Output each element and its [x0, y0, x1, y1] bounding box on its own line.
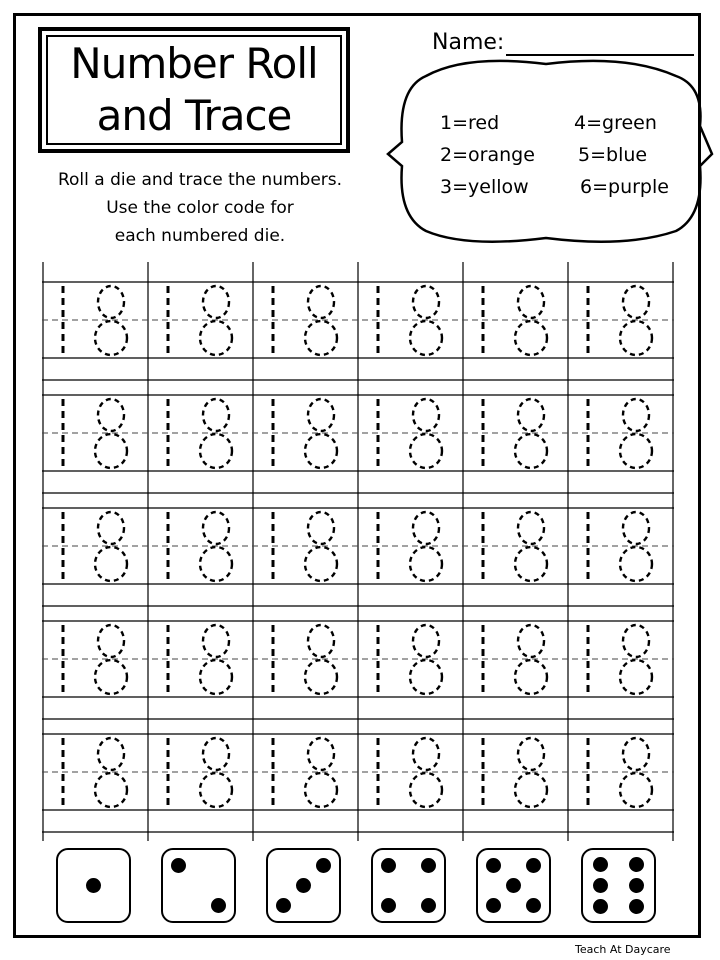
color-code-5: 5=blue	[578, 144, 648, 166]
trace-digit-8-top	[623, 512, 649, 544]
die-pip	[526, 898, 541, 913]
trace-digit-8-top	[308, 738, 334, 770]
die-pip	[86, 878, 101, 893]
trace-digit-8-bottom	[200, 660, 232, 694]
trace-digit-8-bottom	[515, 773, 547, 807]
trace-digit-8-bottom	[95, 660, 127, 694]
name-label: Name:	[432, 30, 505, 55]
trace-digit-8-top	[203, 738, 229, 770]
footer-credit: Teach At Daycare	[575, 943, 671, 956]
trace-digit-8-bottom	[200, 321, 232, 355]
title-line-2: and Trace	[96, 91, 292, 140]
trace-digit-8-bottom	[95, 321, 127, 355]
trace-digit-8-top	[518, 286, 544, 318]
trace-digit-8-bottom	[620, 773, 652, 807]
trace-digit-8-bottom	[410, 660, 442, 694]
trace-digit-8-bottom	[515, 434, 547, 468]
die-pip	[526, 858, 541, 873]
die-face-4	[371, 848, 446, 923]
title-line-1: Number Roll	[70, 39, 318, 88]
color-code-cloud	[386, 56, 716, 248]
trace-digit-8-bottom	[620, 547, 652, 581]
die-pip	[486, 858, 501, 873]
trace-grid-svg	[42, 262, 674, 842]
die-pip	[421, 858, 436, 873]
trace-digit-8-bottom	[305, 660, 337, 694]
color-code-2: 2=orange	[440, 144, 535, 166]
trace-digit-8-top	[203, 286, 229, 318]
die-pip	[486, 898, 501, 913]
trace-grid	[42, 262, 674, 846]
trace-digit-8-bottom	[410, 773, 442, 807]
trace-digit-8-bottom	[515, 321, 547, 355]
trace-digit-8-bottom	[200, 547, 232, 581]
die-face-5	[476, 848, 551, 923]
trace-digit-8-bottom	[200, 773, 232, 807]
trace-digit-8-bottom	[95, 434, 127, 468]
trace-digit-8-top	[203, 512, 229, 544]
trace-digit-8-bottom	[515, 547, 547, 581]
trace-digit-8-bottom	[305, 321, 337, 355]
trace-digit-8-top	[98, 512, 124, 544]
color-code-6: 6=purple	[580, 176, 669, 198]
trace-digit-8-bottom	[200, 434, 232, 468]
die-face-3	[266, 848, 341, 923]
page-title	[70, 38, 317, 142]
trace-digit-8-bottom	[620, 660, 652, 694]
trace-digit-8-top	[308, 625, 334, 657]
color-code-1: 1=red	[440, 112, 500, 134]
die-pip	[316, 858, 331, 873]
die-pip	[593, 878, 608, 893]
title-box	[38, 27, 350, 153]
die-face-2	[161, 848, 236, 923]
trace-digit-8-top	[203, 625, 229, 657]
die-pip	[421, 898, 436, 913]
die-face-1	[56, 848, 131, 923]
trace-digit-8-bottom	[305, 773, 337, 807]
name-field	[432, 26, 694, 56]
trace-digit-8-top	[413, 625, 439, 657]
trace-digit-8-top	[518, 512, 544, 544]
die-pip	[296, 878, 311, 893]
instruction-line-1: Roll a die and trace the numbers.	[57, 170, 343, 190]
trace-digit-8-bottom	[95, 547, 127, 581]
trace-digit-8-top	[413, 399, 439, 431]
trace-digit-8-top	[98, 286, 124, 318]
dice-row	[56, 848, 666, 926]
trace-digit-8-top	[308, 512, 334, 544]
trace-digit-8-top	[623, 399, 649, 431]
trace-digit-8-top	[98, 399, 124, 431]
trace-digit-8-top	[413, 286, 439, 318]
trace-digit-8-bottom	[305, 547, 337, 581]
name-line[interactable]	[506, 32, 694, 56]
trace-digit-8-bottom	[410, 434, 442, 468]
trace-digit-8-top	[518, 399, 544, 431]
die-pip	[171, 858, 186, 873]
trace-digit-8-top	[518, 625, 544, 657]
die-pip	[593, 857, 608, 872]
die-pip	[276, 898, 291, 913]
trace-digit-8-top	[413, 738, 439, 770]
trace-digit-8-top	[308, 286, 334, 318]
die-pip	[506, 878, 521, 893]
trace-digit-8-bottom	[410, 321, 442, 355]
trace-digit-8-top	[203, 399, 229, 431]
trace-digit-8-top	[98, 625, 124, 657]
instruction-line-3: each numbered die.	[114, 226, 286, 246]
trace-digit-8-top	[518, 738, 544, 770]
trace-digit-8-bottom	[305, 434, 337, 468]
trace-digit-8-top	[413, 512, 439, 544]
trace-digit-8-top	[623, 286, 649, 318]
die-pip	[381, 858, 396, 873]
die-pip	[381, 898, 396, 913]
trace-digit-8-bottom	[620, 434, 652, 468]
trace-digit-8-top	[98, 738, 124, 770]
die-pip	[629, 899, 644, 914]
die-pip	[211, 898, 226, 913]
trace-digit-8-top	[623, 625, 649, 657]
trace-digit-8-top	[623, 738, 649, 770]
die-pip	[593, 899, 608, 914]
trace-digit-8-top	[308, 399, 334, 431]
trace-digit-8-bottom	[410, 547, 442, 581]
instruction-line-2: Use the color code for	[106, 198, 294, 218]
color-code-4: 4=green	[574, 112, 657, 134]
die-face-6	[581, 848, 656, 923]
trace-digit-8-bottom	[95, 773, 127, 807]
die-pip	[629, 857, 644, 872]
color-code-3: 3=yellow	[440, 176, 529, 198]
trace-digit-8-bottom	[515, 660, 547, 694]
instructions	[30, 166, 370, 250]
die-pip	[629, 878, 644, 893]
trace-digit-8-bottom	[620, 321, 652, 355]
